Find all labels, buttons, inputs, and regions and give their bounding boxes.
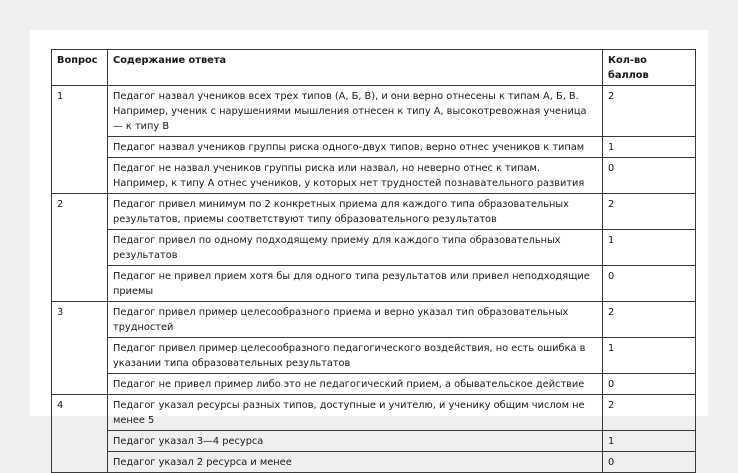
document-page xyxy=(30,30,708,468)
points-cell: 2 xyxy=(603,302,696,338)
answer-content: Педагог указал 3—4 ресурса xyxy=(108,431,603,452)
answer-content: Педагог назвал учеников всех трех типов (А, Б, В), и они верно отнесены к типам А, Б, В. Например, ученик с нарушениями мышления отнесен к типу А, высокотревожная ученица — к типу В xyxy=(108,86,603,137)
table-row xyxy=(52,86,696,137)
header-content: Содержание ответа xyxy=(108,50,603,86)
table-row xyxy=(52,158,696,194)
answer-content: Педагог указал 2 ресурса и менее xyxy=(108,452,603,473)
answer-content: Педагог привел пример целесообразного педагогического воздействия, но есть ошибка в указании типа образовательных результатов xyxy=(108,338,603,374)
table-header-row xyxy=(52,50,696,86)
points-cell: 1 xyxy=(603,338,696,374)
points-cell: 0 xyxy=(603,452,696,473)
question-number: 4 xyxy=(52,395,108,473)
question-number: 1 xyxy=(52,86,108,194)
table-row xyxy=(52,137,696,158)
points-cell: 1 xyxy=(603,431,696,452)
points-cell: 2 xyxy=(603,395,696,431)
answer-content: Педагог не привел прием хотя бы для одного типа результатов или привел неподходящие приемы xyxy=(108,266,603,302)
table-row xyxy=(52,194,696,230)
table-row xyxy=(52,338,696,374)
answer-content: Педагог привел пример целесообразного приема и верно указал тип образовательных трудностей xyxy=(108,302,603,338)
points-cell: 0 xyxy=(603,374,696,395)
table-row xyxy=(52,302,696,338)
answer-content: Педагог привел по одному подходящему приему для каждого типа образовательных результатов xyxy=(108,230,603,266)
points-cell: 2 xyxy=(603,194,696,230)
table-row xyxy=(52,452,696,473)
answer-content: Педагог назвал учеников группы риска одного-двух типов, верно отнес учеников к типам xyxy=(108,137,603,158)
points-cell: 1 xyxy=(603,230,696,266)
points-cell: 1 xyxy=(603,137,696,158)
scoring-table xyxy=(51,49,696,473)
table-row xyxy=(52,431,696,452)
answer-content: Педагог не привел пример либо это не педагогический прием, а обывательское действие xyxy=(108,374,603,395)
points-cell: 0 xyxy=(603,158,696,194)
table-row xyxy=(52,374,696,395)
table-row xyxy=(52,230,696,266)
points-cell: 0 xyxy=(603,266,696,302)
question-number: 3 xyxy=(52,302,108,395)
table-row xyxy=(52,266,696,302)
question-number: 2 xyxy=(52,194,108,302)
answer-content: Педагог не назвал учеников группы риска или назвал, но неверно отнес к типам. Например, к типу А отнес учеников, у которых нет трудностей познавательного развития xyxy=(108,158,603,194)
answer-content: Педагог привел минимум по 2 конкретных приема для каждого типа образовательных результатов, приемы соответствуют типу образовательного результатов xyxy=(108,194,603,230)
header-question: Вопрос xyxy=(52,50,108,86)
header-points: Кол-во баллов xyxy=(603,50,696,86)
table-row xyxy=(52,395,696,431)
points-cell: 2 xyxy=(603,86,696,137)
answer-content: Педагог указал ресурсы разных типов, доступные и учителю, и ученику общим числом не менее 5 xyxy=(108,395,603,431)
